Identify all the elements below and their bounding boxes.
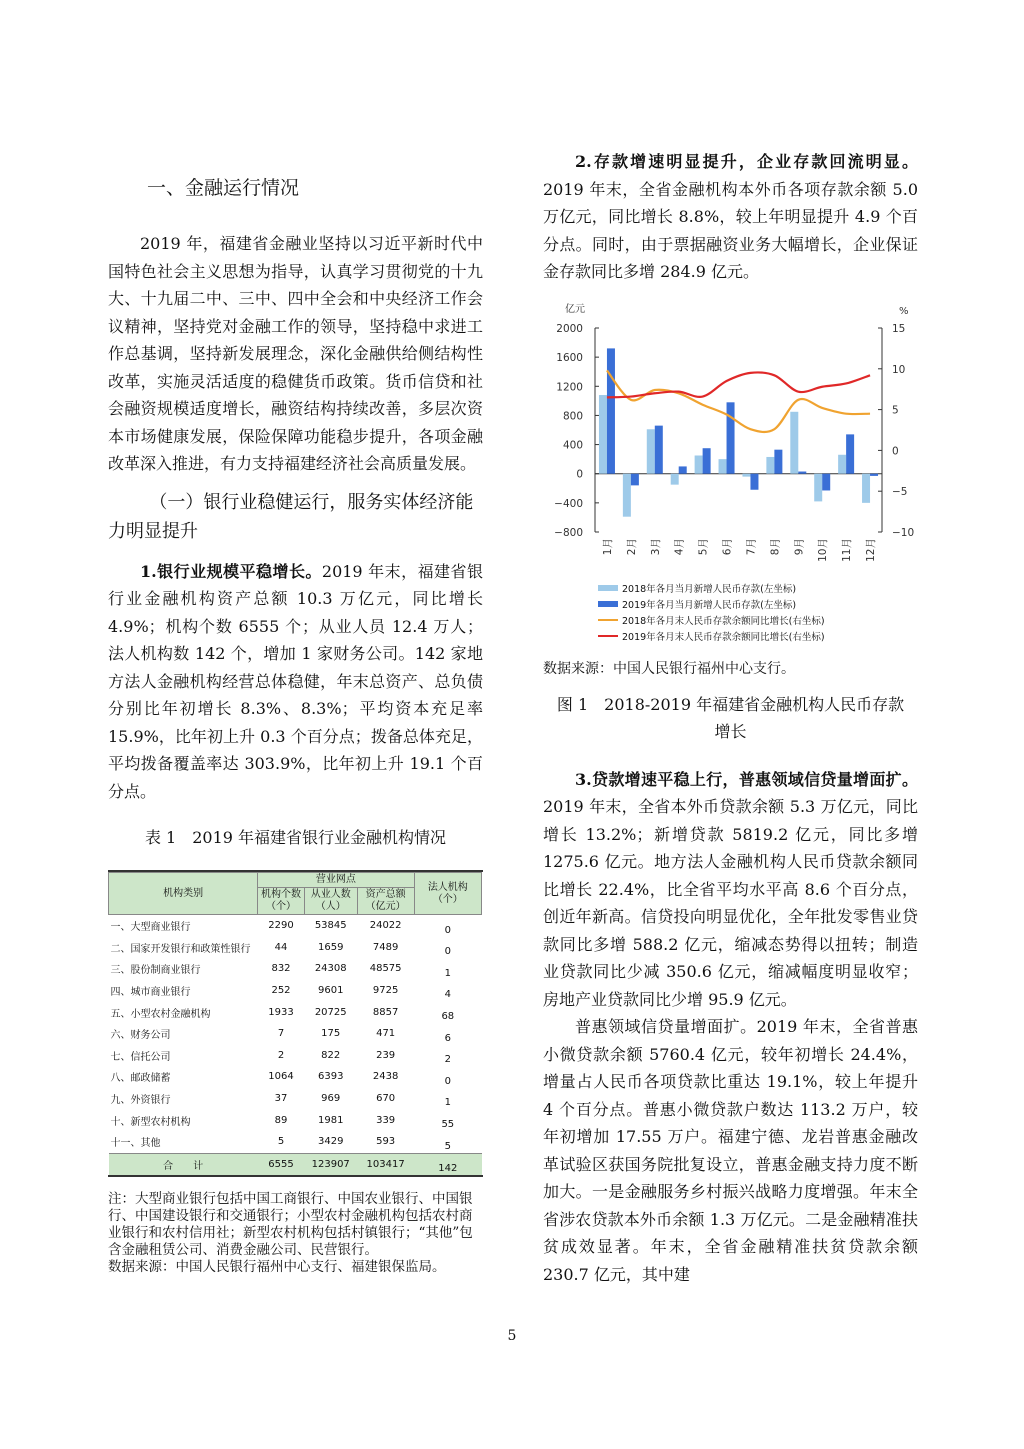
right-tick-label: 15 [892,322,906,335]
row-legal: 55 [441,1118,455,1130]
x-tick-label: 2月 [625,537,638,555]
row-legal: 0 [444,1075,451,1087]
bar-2018 [838,454,846,473]
bar-2019 [750,473,758,489]
table-row [109,1001,482,1023]
table-row [109,1109,482,1131]
table-row [109,1066,482,1088]
row-legal: 1 [444,1097,451,1109]
row-count: 89 [274,1114,288,1126]
row-name: 七、信托公司 [110,1051,171,1063]
row-name: 一、大型商业银行 [110,922,191,934]
x-tick-label: 6月 [721,537,734,555]
row-staff: 1981 [318,1114,344,1126]
row-assets: 24022 [369,920,402,932]
row-name: 三、股份制商业银行 [110,965,201,977]
right-column [543,148,918,1288]
row-name: 十一、其他 [110,1138,161,1150]
chart-legend [598,580,918,644]
bar-2018 [790,411,798,473]
row-assets: 593 [376,1136,396,1148]
line-2019 [607,372,870,397]
table-row [109,958,482,980]
table-row [109,1131,482,1153]
x-tick-label: 1月 [601,537,614,555]
row-staff: 822 [321,1049,341,1061]
legend-swatch [598,601,618,607]
left-tick-label: 1600 [556,351,583,364]
left-tick-label: −800 [554,526,583,539]
row-count: 6555 [258,1153,305,1175]
left-tick-label: 0 [576,468,583,481]
group-header: 营业网点 [258,873,414,888]
legend-label: 2019年各月当月新增人民币存款(左坐标) [622,599,797,611]
row-count: 2 [277,1049,285,1061]
subsection-title: （一）银行业稳健运行，服务实体经济能力明显提升 [108,491,474,542]
legend-item [598,612,918,628]
x-tick-label: 5月 [697,537,710,555]
col-assets: 资产总额（亿元） [357,888,414,915]
left-tick-label: 400 [562,439,583,452]
row-staff: 123907 [304,1153,357,1175]
left-axis-unit: 亿元 [565,303,585,315]
legend-label: 2019年各月末人民币存款余额同比增长(右坐标) [622,631,825,643]
row-legal: 68 [441,1010,455,1022]
paragraph-2 [543,148,918,286]
chart-source: 数据来源：中国人民银行福州中心支行。 [543,660,795,677]
row-legal: 5 [444,1140,451,1152]
row-legal: 0 [444,924,451,936]
right-tick-label: 5 [892,404,899,417]
bar-2019 [655,425,663,473]
row-name: 六、财务公司 [110,1030,171,1042]
row-count: 37 [274,1093,288,1105]
row-assets: 8857 [372,1006,399,1018]
x-tick-label: 10月 [817,537,830,562]
row-legal: 4 [444,989,451,1001]
x-tick-label: 8月 [769,537,782,555]
bar-2018 [766,456,774,473]
table-caption: 表 1 2019 年福建省银行业金融机构情况 [144,828,447,847]
bar-2018 [599,395,607,474]
bar-2019 [679,466,687,473]
legend-item [598,596,918,612]
row-staff: 24308 [314,963,347,975]
legend-label: 2018年各月末人民币存款余额同比增长(右坐标) [622,615,825,627]
bar-2018 [862,473,870,502]
row-legal: 6 [444,1032,451,1044]
row-name: 十、新型农村机构 [110,1116,191,1128]
paragraph-2-body: 2019 年末，全省金融机构本外币各项存款余额 5.0 万亿元，同比增长 8.8%，较上年明显提升 4.9 个百分点。同时，由于票据融资业务大幅增长，企业保证金存款同比多增 284.9 亿元。 [543,179,918,281]
bar-2018 [719,459,727,474]
row-assets: 103417 [357,1153,414,1175]
legend-swatch [598,635,618,637]
x-tick-label: 7月 [745,537,758,555]
right-tick-label: −10 [892,526,915,539]
deposit-chart [543,298,918,644]
table-source: 数据来源：中国人民银行福州中心支行、福建银保监局。 [108,1259,446,1276]
section-title: 一、金融运行情况 [147,177,300,199]
table-row [109,1088,482,1110]
row-staff: 53845 [314,920,347,932]
figure-caption-line2: 增长 [714,721,747,741]
paragraph-2-heading: 2.存款增速明显提升，企业存款回流明显。 [575,152,918,171]
bar-2018 [671,473,679,484]
paragraph-1-heading: 1.银行业规模平稳增长。 [140,561,322,581]
row-name: 五、小型农村金融机构 [110,1008,211,1020]
line-2018 [607,370,870,432]
page-number: 5 [507,1328,517,1344]
col-count: 机构个数（个） [258,888,305,915]
legend-label: 2018年各月当月新增人民币存款(左坐标) [622,583,797,595]
paragraph-3-heading: 3.贷款增速平稳上行，普惠领域信贷量增面扩。 [575,769,918,789]
row-count: 252 [271,985,291,997]
table-row [109,937,482,959]
deposit-chart-svg [543,298,918,568]
bar-2019 [631,473,639,485]
paragraph-1-body: 2019 年末，福建省银行业金融机构资产总额 10.3 万亿元，同比增长 4.9%；机构个数 6555 个；从业人员 12.4 万人；法人机构数 142 个，增加 1 家财务公司。142 家地方法人金融机构经营总体稳健，年末总资产、总负债分别比年初增长 8.3%、8.3%；平均资本充足率 15.9%，比年初上升 0.3 个百分点；拨备总体充足，平均拨备覆盖率达 303.9%，比年初上升 19.1 个百分点。 [108,561,483,801]
row-assets: 2438 [372,1071,399,1083]
paragraph-3 [543,766,918,1014]
bank-table [108,872,482,1175]
bar-2019 [774,449,782,473]
row-staff: 20725 [314,1006,347,1018]
figure-caption-line1: 图 1 2018-2019 年福建省金融机构人民币存款 [556,694,905,714]
table-row [109,1045,482,1067]
row-legal: 142 [414,1153,481,1175]
table-body [109,915,482,1175]
left-column [108,230,483,1277]
row-count: 5 [277,1136,285,1148]
table-row [109,1023,482,1045]
right-tick-label: 10 [892,363,906,376]
row-name: 八、邮政储蓄 [110,1073,171,1085]
left-tick-label: 800 [562,409,583,422]
x-tick-label: 11月 [841,537,854,562]
table-total-row [109,1153,482,1175]
row-count: 2290 [268,920,294,932]
table-row [109,980,482,1002]
bar-2019 [703,448,711,474]
paragraph-4: 普惠领域信贷量增面扩。2019 年末，全省普惠小微贷款余额 5760.4 亿元，较年初增长 24.4%，增量占人民币各项贷款比重达 19.1%，较上年提升 4 个百分点。普惠小微贷款户数达 113.2 万户，较年初增加 17.55 万户。福建宁德、龙岩普惠金融改革试验区获国务院批复设立，普惠金融支持力度不断加大。一是金融服务乡村振兴战略力度增强。年末全省涉农贷款本外币余额 1.3 万亿元。二是金融精准扶贫成效显著。年末，全省金融精准扶贫贷款余额 230.7 亿元，其中建 [543,1017,918,1284]
x-tick-label: 9月 [793,537,806,555]
row-assets: 339 [376,1114,396,1126]
bar-2019 [607,348,615,473]
left-tick-label: 2000 [556,322,583,335]
right-axis-unit: % [899,305,909,317]
row-assets: 239 [376,1049,396,1061]
bar-2018 [695,455,703,473]
legend-item [598,628,918,644]
legend-swatch [598,619,618,621]
row-assets: 471 [376,1028,396,1040]
col-legal: 法人机构（个） [414,873,481,915]
row-count: 7 [277,1028,285,1040]
bar-2018 [623,473,631,516]
legend-swatch [598,585,618,591]
x-tick-label: 12月 [865,537,878,562]
row-staff: 1659 [318,941,344,953]
bar-2019 [798,471,806,473]
x-tick-label: 3月 [649,537,662,555]
bar-2019 [846,434,854,473]
row-name: 四、城市商业银行 [110,987,191,999]
intro-paragraph: 2019 年，福建省金融业坚持以习近平新时代中国特色社会主义思想为指导，认真学习贯彻党的十九大、十九届二中、三中、四中全会和中央经济工作会议精神，坚持党对金融工作的领导，坚持稳中求进工作总基调，坚持新发展理念，深化金融供给侧结构性改革，实施灵活适度的稳健货币政策。货币信贷和社会融资规模适度增长，融资结构持续改善，多层次资本市场健康发展，保险保障功能稳步提升，各项金融改革深入推进，有力支持福建经济社会高质量发展。 [108,234,483,473]
bar-2019 [727,402,735,473]
row-count: 832 [271,963,291,975]
col-category: 机构类别 [109,873,258,915]
row-count: 1933 [268,1006,294,1018]
row-name: 二、国家开发银行和政策性银行 [110,943,251,955]
col-staff: 从业人数（人） [304,888,357,915]
paragraph-3-body: 2019 年末，全省本外币贷款余额 5.3 万亿元，同比增长 13.2%；新增贷款 5819.2 亿元，同比多增 1275.6 亿元。地方法人金融机构人民币贷款余额同比增长 22.4%，比全省平均水平高 8.6 个百分点，创近年新高。信贷投向明显优化，全年批发零售业贷款同比多增 588.2 亿元，缩减态势得以扭转；制造业贷款同比少减 350.6 亿元，缩减幅度明显收窄；房地产业贷款同比少增 95.9 亿元。 [543,797,918,1009]
bar-2018 [814,473,822,501]
row-assets: 7489 [372,941,399,953]
right-tick-label: −5 [892,485,908,498]
bar-2019 [822,473,830,490]
row-staff: 9601 [318,985,344,997]
row-staff: 3429 [318,1136,344,1148]
x-tick-label: 4月 [673,537,686,555]
left-tick-label: 1200 [556,380,583,393]
row-count: 44 [274,941,288,953]
paragraph-1 [108,558,483,806]
bank-table-wrapper [108,870,483,1177]
row-assets: 9725 [372,985,399,997]
row-assets: 670 [376,1093,396,1105]
row-legal: 1 [444,967,451,979]
row-name: 合 计 [109,1153,258,1175]
row-legal: 0 [444,946,451,958]
row-staff: 175 [321,1028,341,1040]
row-staff: 969 [321,1093,341,1105]
bar-2019 [870,473,878,475]
right-tick-label: 0 [892,444,899,457]
row-legal: 2 [444,1054,451,1066]
table-row [109,915,482,937]
row-count: 1064 [268,1071,294,1083]
table-note: 注：大型商业银行包括中国工商银行、中国农业银行、中国银行、中国建设银行和交通银行；小型农村金融机构包括农村商业银行和农村信用社；新型农村机构包括村镇银行；“其他”包含金融租赁公司、消费金融公司、民营银行。 [108,1190,473,1259]
row-name: 九、外资银行 [110,1095,171,1107]
row-assets: 48575 [369,963,402,975]
bar-2018 [647,429,655,473]
left-tick-label: −400 [554,497,583,510]
legend-item [598,580,918,596]
bar-2018 [742,473,750,476]
row-staff: 6393 [318,1071,344,1083]
